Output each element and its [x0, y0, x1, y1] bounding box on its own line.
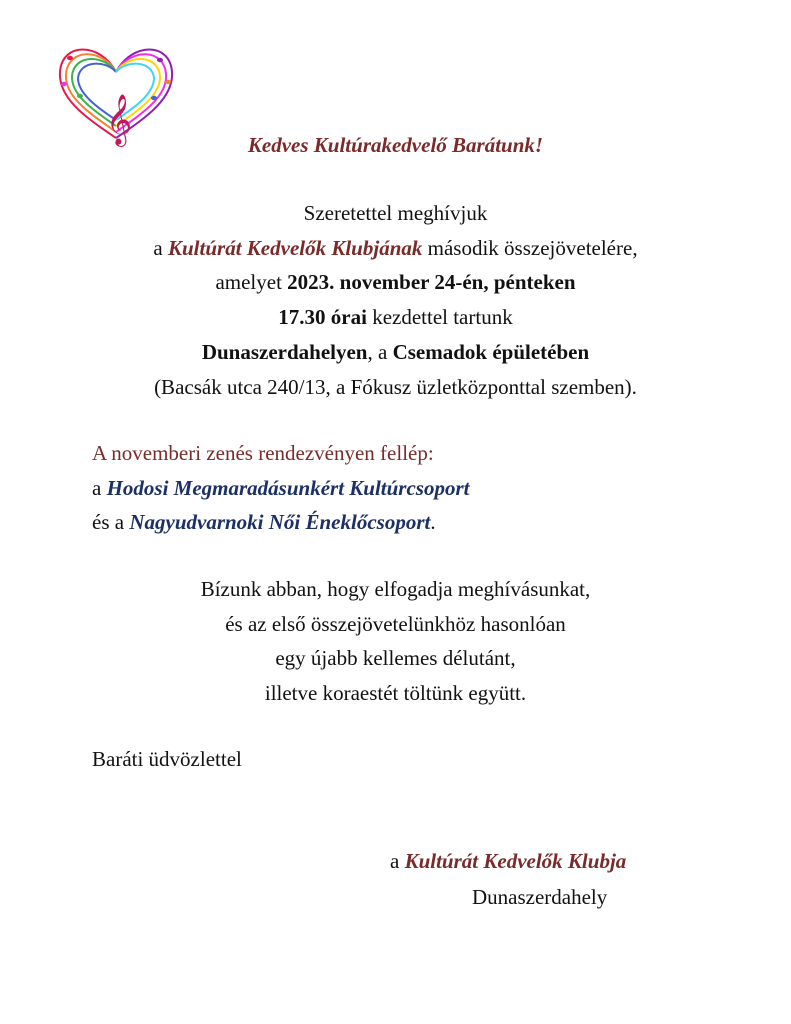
invite-line-3: amelyet 2023. november 24-én, pénteken	[215, 270, 576, 294]
signature-town: Dunaszerdahely	[472, 885, 608, 909]
closing-line-2: és az első összejövetelünkhöz hasonlóan	[225, 612, 566, 636]
performer-2: és a Nagyudvarnoki Női Éneklőcsoport.	[92, 510, 436, 534]
event-time: 17.30 órai	[278, 305, 367, 329]
invite-line-2: a Kultúrát Kedvelők Klubjának második összejövetelére,	[153, 236, 638, 260]
closing-line-3: egy újabb kellemes délutánt,	[275, 646, 516, 670]
performers-intro: A novemberi zenés rendezvényen fellép:	[92, 441, 434, 465]
club-name: Kultúrát Kedvelők Klubjának	[168, 236, 423, 260]
event-town: Dunaszerdahelyen	[201, 340, 368, 364]
invite-line-1: Szeretettel meghívjuk	[303, 201, 488, 225]
greeting: Kedves Kultúrakedvelő Barátunk!	[247, 133, 544, 157]
invite-line-4: 17.30 órai kezdettel tartunk	[278, 305, 513, 329]
signature-club: a Kultúrát Kedvelők Klubja	[390, 849, 627, 873]
invite-line-5: Dunaszerdahelyen, a Csemadok épületében	[201, 340, 590, 364]
regards: Baráti üdvözlettel	[92, 747, 242, 771]
event-venue: Csemadok épületében	[392, 340, 590, 364]
performer-1: a Hodosi Megmaradásunkért Kultúrcsoport	[92, 476, 470, 500]
event-date: 2023. november 24-én, pénteken	[287, 270, 576, 294]
closing-line-1: Bízunk abban, hogy elfogadja meghívásunkat,	[200, 577, 591, 601]
closing-line-4: illetve koraestét töltünk együtt.	[264, 681, 527, 705]
svg-text:𝄞: 𝄞	[106, 94, 133, 145]
invite-address: (Bacsák utca 240/13, a Fókusz üzletközponttal szemben).	[154, 375, 637, 399]
